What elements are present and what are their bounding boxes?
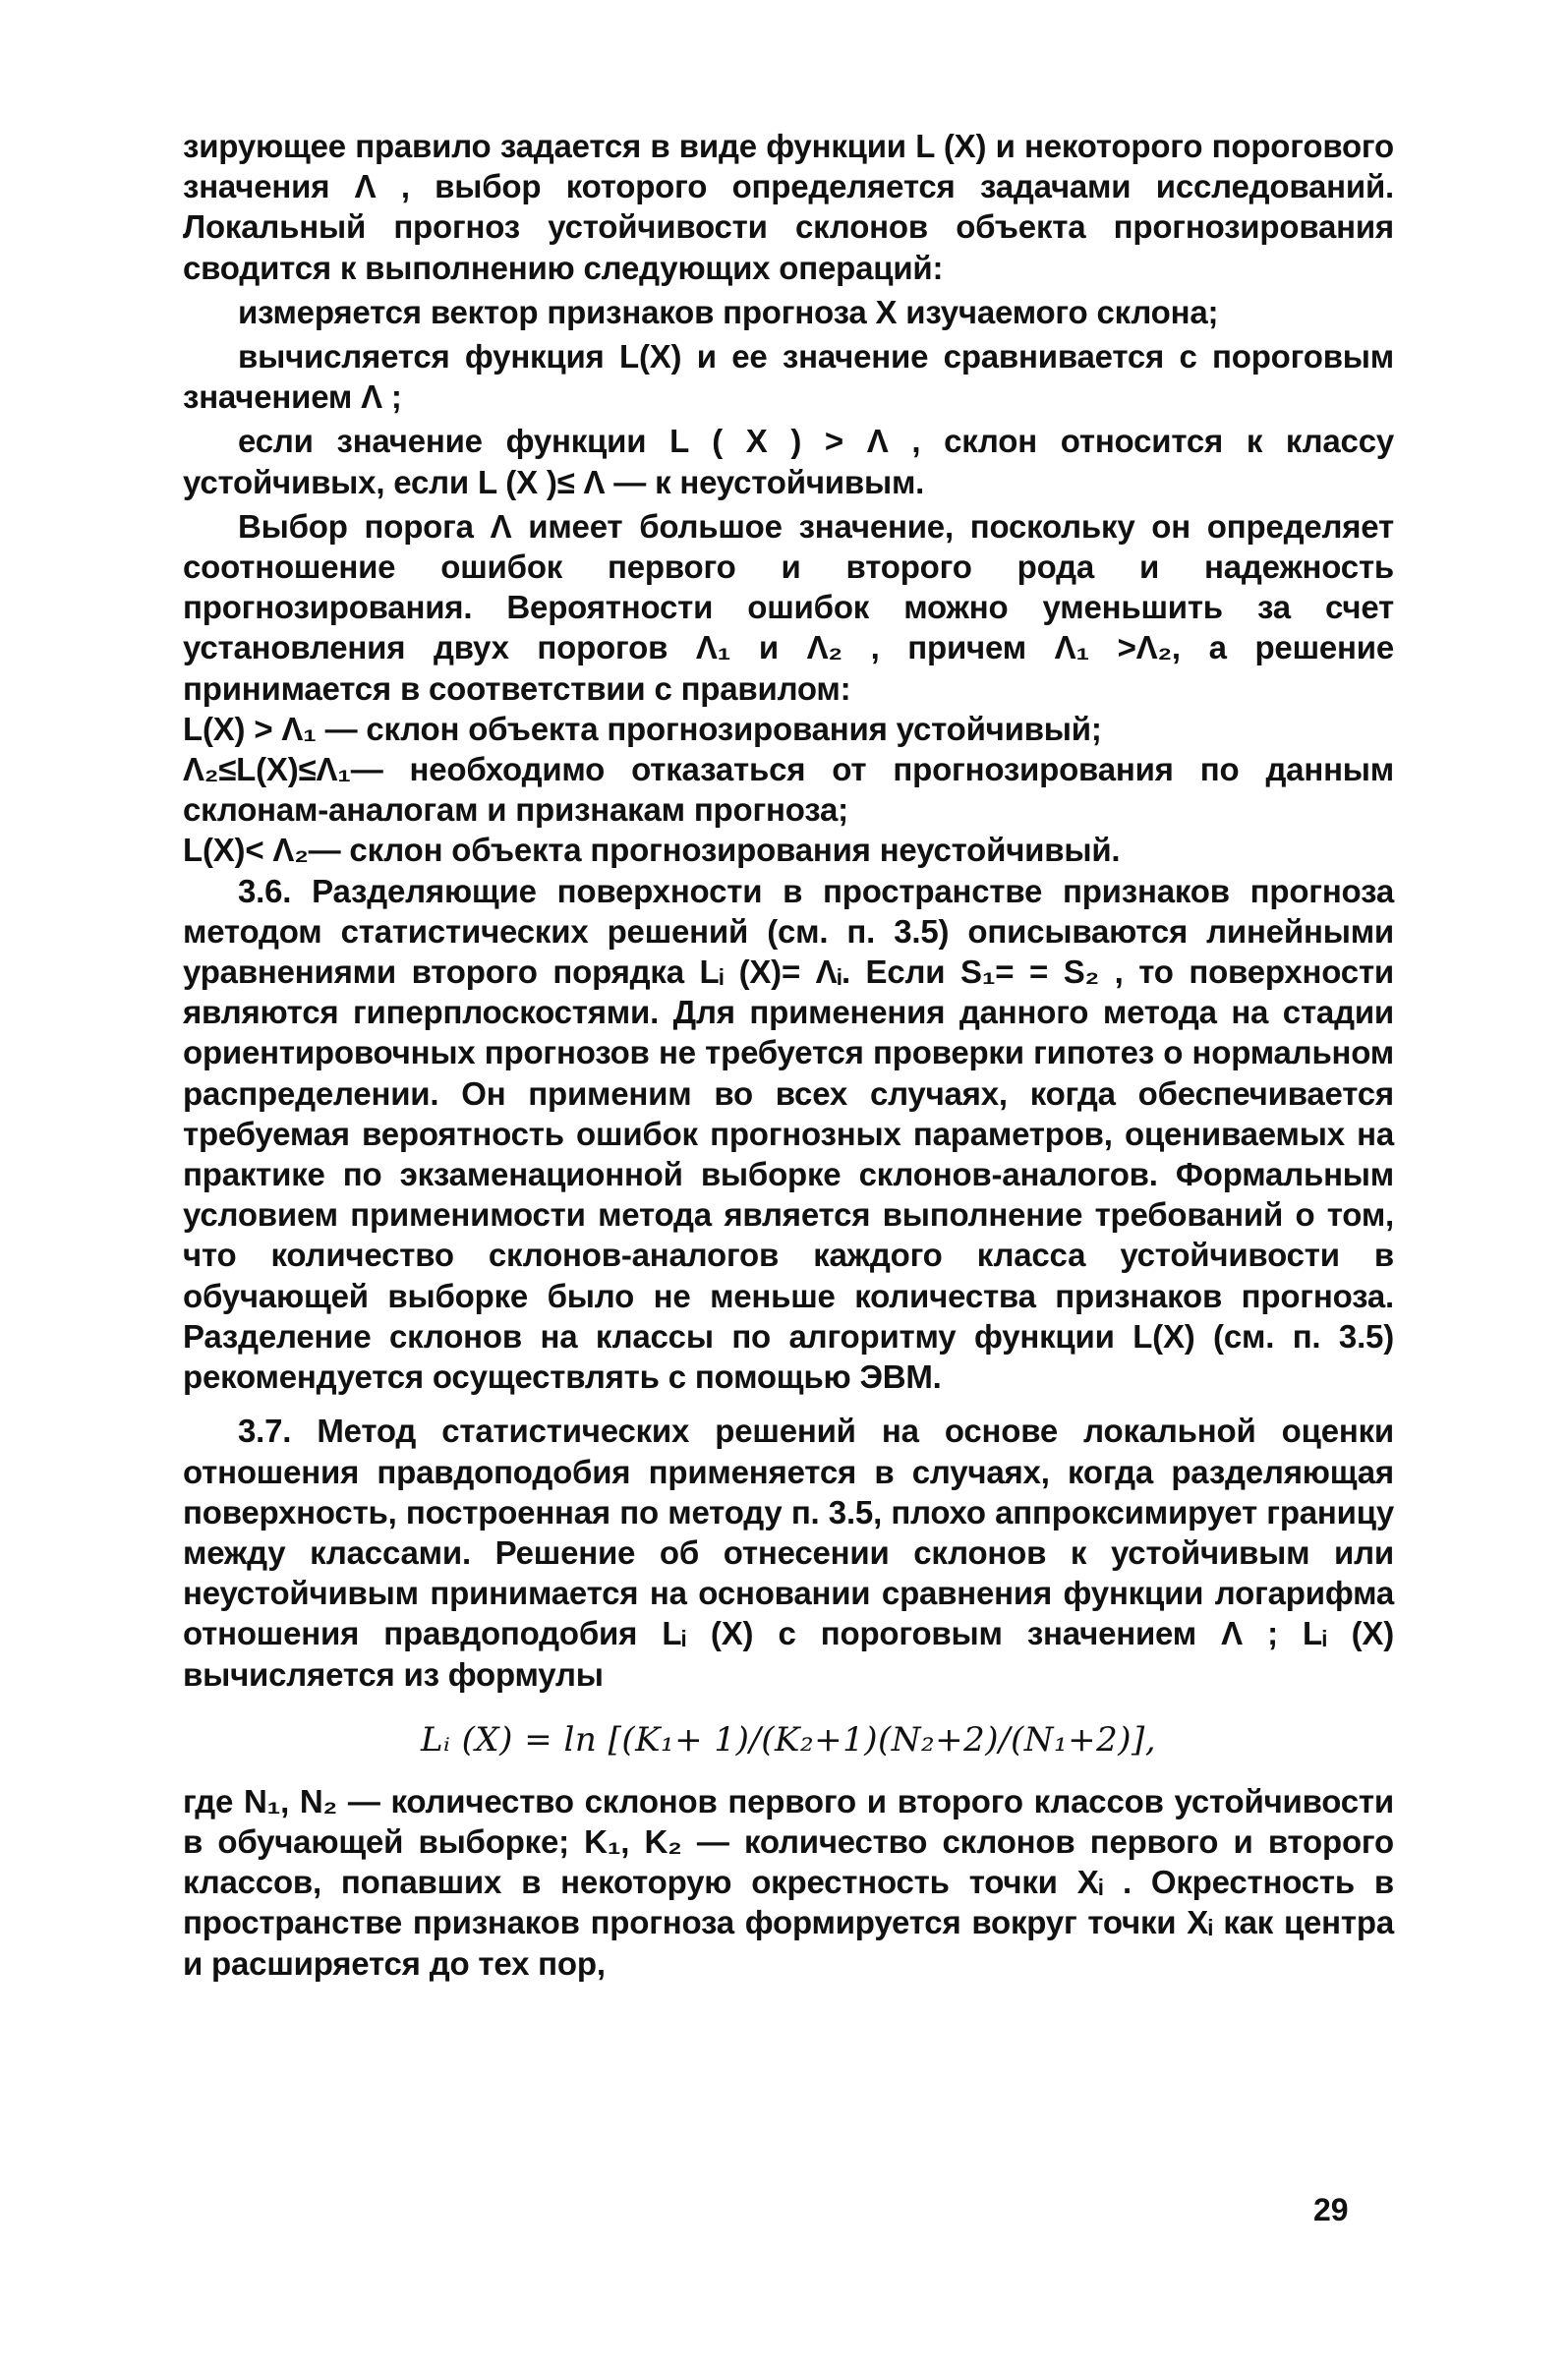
section-3-7: 3.7. Метод статистических решений на основе локальной оценки отношения правдоподобия применяется в случаях, когда разделяющая поверхность, построенная по методу п. 3.5, плохо аппроксимирует границу между классами. Решение об отнесении склонов к устойчивым или неустойчивым принимается на основании сравнения функции логарифма отношения правдоподобия Lᵢ (X) с пороговым значением Λ ; Lᵢ (X) вычисляется из формулы (183, 1413, 1394, 1693)
rule-stable: L(X) > Λ₁ — склон объекта прогнозирования устойчивый; (183, 710, 1102, 747)
paragraph-after-formula: где N₁, N₂ — количество склонов первого и второго классов устойчивости в обучающей выборке; K₁, K₂ — количество склонов первого и второго классов, попавших в некоторую окрестность точки Xᵢ . Окрестность в пространстве признаков прогноза формируется вокруг точки Xᵢ как центра и расширяется до тех пор, (183, 1782, 1394, 1982)
section-3-6: 3.6. Разделяющие поверхности в пространстве признаков прогноза методом статистических решений (см. п. 3.5) описываются линейными уравнениями второго порядка Lᵢ (X)= Λᵢ. Если S₁= = S₂ , то поверхности являются гиперплоскостями. Для применения данного метода на стадии ориентировочных прогнозов не требуется проверки гипотез о нормальном распределении. Он применим во всех случаях, когда обеспечивается требуемая вероятность ошибок прогнозных параметров, оцениваемых на практике по экзаменационной выборке склонов-аналогов. Формальным условием применимости метода является выполнение требований о том, что количество склонов-аналогов каждого класса устойчивости в обучающей выборке было не меньше количества признаков прогноза. Разделение склонов на классы по алгоритму функции L(X) (см. п. 3.5) рекомендуется осуществлять с помощью ЭВМ. (183, 872, 1394, 1396)
text-block (183, 126, 1394, 1984)
rule-refuse: Λ₂≤L(X)≤Λ₁— необходимо отказаться от прогнозирования по данным склонам-аналогам и признакам прогноза; (183, 751, 1394, 829)
list-item-classify: если значение функции L ( X ) > Λ , склон относится к классу устойчивых, если L (X )≤ Λ — к неустойчивым. (183, 423, 1394, 500)
likelihood-formula: Lᵢ (X) = ln [(K₁+ 1)/(K₂+1)(N₂+2)/(N₁+2)], (420, 1719, 1157, 1760)
list-item-measure: измеряется вектор признаков прогноза X изучаемого склона; (238, 293, 1219, 330)
page-number: 29 (1313, 2192, 1349, 2227)
rule-unstable: L(X)< Λ₂— склон объекта прогнозирования неустойчивый. (183, 832, 1121, 869)
paragraph-intro: зирующее правило задается в виде функции L (X) и некоторого порогового значения Λ , выбор которого определяется задачами исследований. Локальный прогноз устойчивости склонов объекта прогнозирования сводится к выполнению следующих операций: (183, 128, 1394, 286)
paragraph-threshold: Выбор порога Λ имеет большое значение, поскольку он определяет соотношение ошибок первого и второго рода и надежность прогнозирования. Вероятности ошибок можно уменьшить за счет установления двух порогов Λ₁ и Λ₂ , причем Λ₁ >Λ₂, а решение принимается в соответствии с правилом: (183, 507, 1394, 707)
list-item-compute: вычисляется функция L(X) и ее значение сравнивается с пороговым значением Λ ; (183, 338, 1394, 416)
